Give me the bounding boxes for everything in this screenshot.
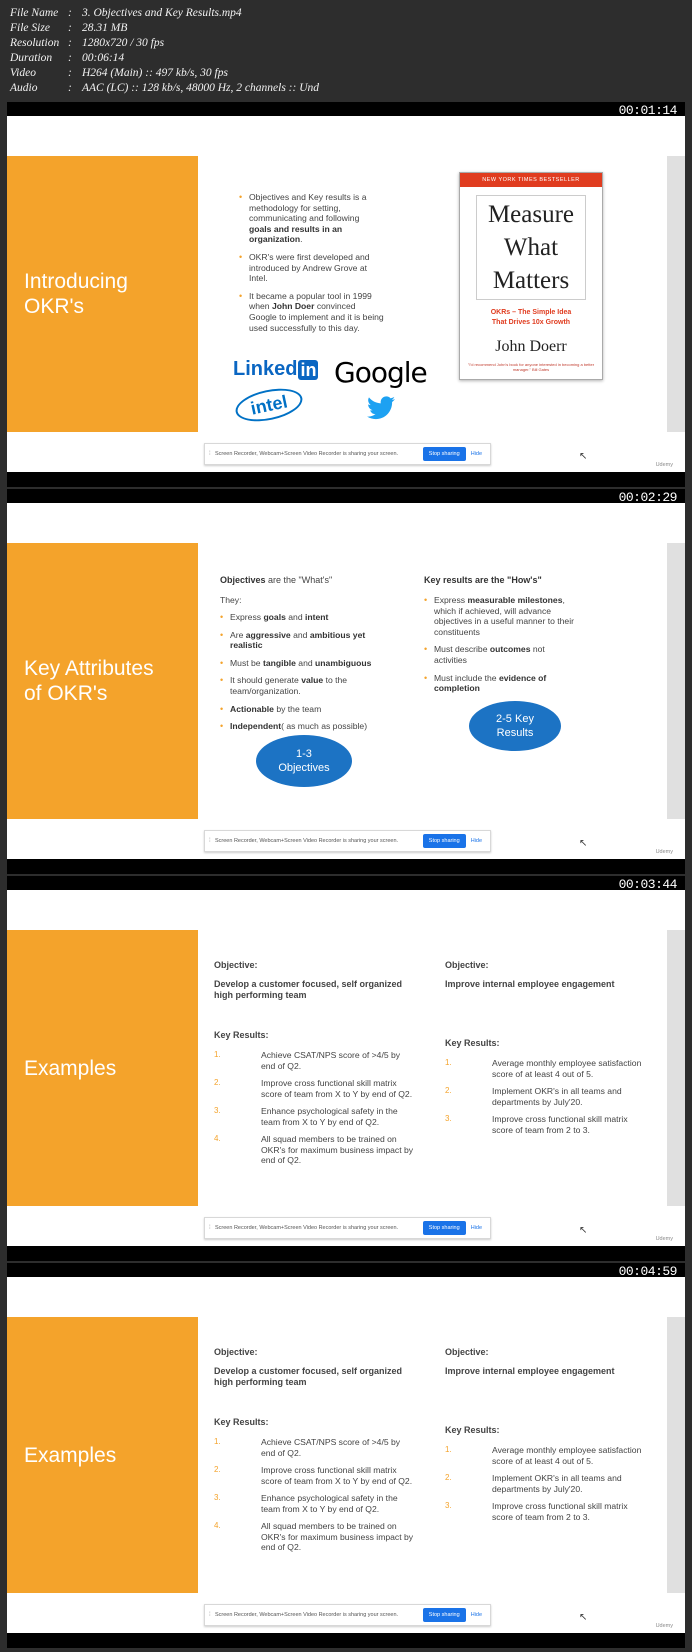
text: OKR's were first developed and introduced by Andrew Grove at Intel. — [249, 251, 370, 284]
text: Enhance psychological safety in the team from X to Y by end of Q2. — [261, 1106, 398, 1127]
file-info-value: 3. Objectives and Key Results.mp4 — [82, 7, 242, 19]
bullet-list — [239, 192, 384, 340]
ellipse-line: Results — [496, 727, 534, 739]
key-result-item — [445, 1086, 645, 1107]
linkedin-logo — [233, 358, 318, 381]
text: ( as much as possible) — [281, 721, 368, 732]
book-subtitle — [460, 308, 602, 328]
key-results-count-ellipse — [469, 701, 561, 751]
book-quote: "I'd recommend John's book for anyone interested in becoming a better manager." Bill Gates — [467, 362, 595, 372]
drag-handle-icon[interactable]: ⁞ — [209, 451, 211, 457]
bold-text: tangible — [262, 657, 296, 668]
slide — [7, 1277, 685, 1633]
intel-text: intel — [248, 390, 290, 419]
slide-title — [24, 156, 194, 432]
text: Express — [434, 595, 468, 605]
key-result-item — [445, 1058, 645, 1079]
title-line: Key Attributes — [24, 657, 154, 680]
side-strip — [667, 1317, 685, 1593]
bold-text: are the "How's" — [472, 575, 542, 585]
hide-button[interactable]: Hide — [470, 838, 482, 844]
item-number: 3. — [214, 1493, 221, 1502]
timestamp: 00:01:14 — [618, 103, 677, 118]
item-number: 3. — [445, 1114, 452, 1123]
item-number: 3. — [214, 1106, 221, 1115]
text: Improve cross functional skill matrix score of team from X to Y by end of Q2. — [261, 1465, 413, 1486]
text: Achieve CSAT/NPS score of >4/5 by end of Q2. — [261, 1437, 401, 1458]
slide-title: Examples — [24, 1056, 117, 1080]
screen-share-bar — [204, 830, 491, 852]
text: . — [300, 234, 303, 245]
key-results-label: Key Results: — [445, 1038, 500, 1048]
video-frame-2 — [7, 489, 685, 874]
subtitle-line: OKRs – The Simple Idea — [490, 309, 572, 316]
text: It should generate — [230, 675, 302, 686]
objectives-count-ellipse — [256, 735, 352, 787]
timestamp: 00:03:44 — [618, 877, 677, 892]
separator: : — [68, 82, 72, 94]
left-example — [214, 960, 414, 1173]
slide — [7, 503, 685, 859]
side-strip — [667, 543, 685, 819]
key-result-item — [214, 1437, 414, 1458]
bullet-item — [239, 252, 384, 284]
separator: : — [68, 37, 72, 49]
right-example — [445, 1347, 645, 1529]
item-number: 2. — [445, 1086, 452, 1095]
item-number: 1. — [445, 1445, 452, 1454]
file-info-key: Audio — [10, 82, 38, 94]
objective-label: Objective: — [214, 960, 258, 970]
key-results-column — [424, 575, 574, 701]
bold-text: measurable milestones — [467, 595, 563, 605]
stop-sharing-button[interactable]: Stop sharing — [423, 447, 466, 461]
text: not activities — [434, 644, 545, 665]
bold-text: Key results — [424, 575, 473, 585]
file-info-row — [10, 51, 319, 66]
file-info-key: Duration — [10, 52, 53, 64]
text: , which if achieved, will advance objectives in a useful manner to their constituents — [434, 595, 574, 637]
bold-text: John Doer — [271, 301, 315, 312]
text: to the team/organization. — [230, 675, 348, 696]
item-number: 4. — [214, 1521, 221, 1530]
file-info-row — [10, 66, 319, 81]
title-panel — [7, 1317, 198, 1593]
book-title-line: Measure — [487, 201, 575, 228]
stop-sharing-button[interactable]: Stop sharing — [423, 1608, 466, 1622]
key-result-item — [445, 1473, 645, 1494]
bullet-item — [220, 612, 395, 623]
they-label: They: — [220, 595, 242, 605]
intel-logo — [233, 383, 306, 426]
separator: : — [68, 52, 72, 64]
key-result-item — [445, 1501, 645, 1522]
stop-sharing-button[interactable]: Stop sharing — [423, 834, 466, 848]
item-number: 4. — [214, 1134, 221, 1143]
objective-text: Improve internal employee engagement — [445, 1366, 615, 1376]
bullet-item — [220, 721, 395, 732]
objectives-heading — [220, 575, 395, 585]
key-result-item — [214, 1134, 414, 1166]
text: Implement OKR's in all teams and departments by July'20. — [492, 1086, 622, 1107]
left-example — [214, 1347, 414, 1560]
stop-sharing-button[interactable]: Stop sharing — [423, 1221, 466, 1235]
objective-text: Improve internal employee engagement — [445, 979, 615, 989]
slide — [7, 890, 685, 1246]
bullet-item — [424, 595, 574, 637]
file-info-key: Video — [10, 67, 36, 79]
file-info-key: File Size — [10, 22, 50, 34]
hide-button[interactable]: Hide — [470, 1612, 482, 1618]
file-info-value: AAC (LC) :: 128 kb/s, 48000 Hz, 2 channels :: Und — [82, 82, 320, 94]
book-banner: NEW YORK TIMES BESTSELLER — [460, 173, 602, 187]
mouse-cursor-icon: ↖ — [579, 838, 588, 849]
screen-share-bar — [204, 1604, 491, 1626]
text: by the team — [273, 703, 322, 714]
text: All squad members to be trained on OKR's for maximum business impact by end of Q2. — [261, 1521, 414, 1552]
side-strip — [667, 930, 685, 1206]
text: convinced Google to implement and it is being used successfully to this day. — [249, 301, 384, 333]
file-info-value: H264 (Main) :: 497 kb/s, 30 fps — [82, 67, 228, 79]
linkedin-in-box: in — [300, 359, 317, 380]
ellipse-line: 1-3 — [296, 748, 312, 760]
separator: : — [68, 22, 72, 34]
file-info-row — [10, 6, 319, 21]
bullet-item — [239, 192, 384, 245]
objective-label: Objective: — [445, 960, 489, 970]
title-panel — [7, 156, 198, 432]
file-info-row — [10, 21, 319, 36]
text: Improve cross functional skill matrix score of team from X to Y by end of Q2. — [261, 1078, 413, 1099]
ellipse-line: 2-5 Key — [496, 713, 534, 725]
udemy-watermark: Udemy — [655, 849, 673, 855]
share-bar-text: Screen Recorder, Webcam+Screen Video Recorder is sharing your screen. — [215, 1612, 399, 1618]
bold-text: goals — [263, 612, 286, 622]
file-info-value: 00:06:14 — [82, 52, 125, 64]
item-number: 1. — [445, 1058, 452, 1067]
share-bar-text: Screen Recorder, Webcam+Screen Video Recorder is sharing your screen. — [215, 451, 399, 457]
file-info — [10, 6, 319, 96]
timestamp: 00:04:59 — [618, 1264, 677, 1279]
text: and — [290, 629, 310, 640]
item-number: 2. — [214, 1078, 221, 1087]
text: Are — [230, 629, 246, 640]
text: are the "What's" — [265, 575, 333, 585]
text: Improve cross functional skill matrix score of team from 2 to 3. — [492, 1114, 628, 1135]
file-info-value: 1280x720 / 30 fps — [82, 37, 165, 49]
share-bar-text: Screen Recorder, Webcam+Screen Video Recorder is sharing your screen. — [215, 1225, 399, 1231]
video-frame-3 — [7, 876, 685, 1261]
bold-text: intent — [305, 612, 329, 622]
mouse-cursor-icon: ↖ — [579, 1225, 588, 1236]
slide-title — [24, 543, 194, 819]
bold-text: yet realistic — [230, 629, 366, 651]
file-info-row — [10, 36, 319, 51]
bullet-item — [220, 630, 395, 651]
screen-share-bar — [204, 1217, 491, 1239]
file-info-row — [10, 81, 319, 96]
title-line: Introducing — [24, 270, 128, 293]
slide — [7, 116, 685, 472]
title-line: of OKR's — [24, 682, 108, 705]
twitter-bird-icon — [367, 396, 395, 425]
mouse-cursor-icon: ↖ — [579, 1612, 588, 1623]
bold-text: Objectives — [220, 575, 266, 585]
item-number: 2. — [445, 1473, 452, 1482]
objective-text: Develop a customer focused, self organized high performing team — [214, 979, 403, 1000]
bold-text: Actionable — [230, 703, 274, 714]
key-result-item — [445, 1445, 645, 1466]
text: and — [295, 657, 316, 668]
bullet-item — [220, 658, 395, 669]
udemy-watermark: Udemy — [655, 1236, 673, 1242]
separator: : — [68, 7, 72, 19]
book-title-line: Matters — [492, 267, 570, 294]
title-line: OKR's — [24, 295, 85, 318]
file-info-key: Resolution — [10, 37, 60, 49]
book-title-line: What — [503, 234, 559, 261]
share-bar-text: Screen Recorder, Webcam+Screen Video Recorder is sharing your screen. — [215, 838, 399, 844]
item-number: 1. — [214, 1437, 221, 1446]
screen-share-bar — [204, 443, 491, 465]
subtitle-line: That Drives 10x Growth — [491, 319, 571, 326]
google-logo: Google — [334, 356, 427, 389]
key-results-label: Key Results: — [214, 1030, 269, 1040]
book-author: John Doerr — [495, 338, 567, 355]
bullet-item — [220, 704, 395, 715]
book-cover — [459, 172, 603, 380]
file-info-key: File Name — [10, 7, 59, 19]
hide-button[interactable]: Hide — [470, 451, 482, 457]
title-panel — [7, 543, 198, 819]
bullet-item — [239, 291, 384, 333]
ellipse-line: Objectives — [278, 762, 330, 774]
text: Must be — [230, 657, 263, 668]
slide-title: Examples — [24, 1443, 117, 1467]
bullet-item — [220, 675, 395, 696]
objectives-column — [220, 575, 395, 739]
item-number: 3. — [445, 1501, 452, 1510]
text: Implement OKR's in all teams and departments by July'20. — [492, 1473, 622, 1494]
drag-handle-icon[interactable]: ⁞ — [209, 1225, 211, 1231]
book-title-box — [476, 195, 586, 300]
mouse-cursor-icon: ↖ — [579, 451, 588, 462]
right-example — [445, 960, 645, 1142]
bold-text: evidence of completion — [434, 672, 547, 694]
key-result-item — [214, 1521, 414, 1553]
text: All squad members to be trained on OKR's for maximum business impact by end of Q2. — [261, 1134, 414, 1165]
key-results-heading — [424, 575, 574, 585]
bold-text: ambitious — [309, 629, 351, 640]
video-frame-1 — [7, 102, 685, 487]
file-info-value: 28.31 MB — [82, 22, 128, 34]
key-results-label: Key Results: — [445, 1425, 500, 1435]
key-results-label: Key Results: — [214, 1417, 269, 1427]
title-panel — [7, 930, 198, 1206]
text: Enhance psychological safety in the team from X to Y by end of Q2. — [261, 1493, 398, 1514]
key-result-item — [214, 1106, 414, 1127]
bold-text: goals and results in an organization — [249, 223, 343, 245]
bold-text: aggressive — [245, 629, 291, 640]
drag-handle-icon[interactable]: ⁞ — [209, 838, 211, 844]
text: Must describe — [434, 644, 490, 655]
udemy-watermark: Udemy — [655, 1623, 673, 1629]
key-result-item — [445, 1114, 645, 1135]
timestamp: 00:02:29 — [618, 490, 677, 505]
text: Achieve CSAT/NPS score of >4/5 by end of Q2. — [261, 1050, 401, 1071]
item-number: 1. — [214, 1050, 221, 1059]
item-number: 2. — [214, 1465, 221, 1474]
objective-label: Objective: — [214, 1347, 258, 1357]
side-strip — [667, 156, 685, 432]
text: Improve cross functional skill matrix score of team from 2 to 3. — [492, 1501, 628, 1522]
text: It became a popular tool in 1999 when — [249, 290, 372, 312]
text: Average monthly employee satisfaction score of at least 4 out of 5. — [492, 1445, 642, 1466]
text: Must include the — [434, 672, 499, 683]
text: and — [285, 612, 306, 622]
bullet-item — [424, 673, 574, 694]
key-result-item — [214, 1465, 414, 1486]
key-result-item — [214, 1050, 414, 1071]
key-result-item — [214, 1078, 414, 1099]
video-frame-4 — [7, 1263, 685, 1648]
bold-text: outcomes — [489, 644, 531, 655]
hide-button[interactable]: Hide — [470, 1225, 482, 1231]
bold-text: unambiguous — [315, 657, 372, 668]
text: Express — [230, 612, 264, 622]
bold-text: value — [301, 675, 324, 686]
objective-label: Objective: — [445, 1347, 489, 1357]
bullet-item — [424, 644, 574, 665]
objective-text: Develop a customer focused, self organized high performing team — [214, 1366, 403, 1387]
key-result-item — [214, 1493, 414, 1514]
linkedin-text: Linked — [233, 358, 298, 380]
text: Average monthly employee satisfaction score of at least 4 out of 5. — [492, 1058, 642, 1079]
bold-text: Independent — [230, 721, 282, 732]
udemy-watermark: Udemy — [655, 462, 673, 468]
drag-handle-icon[interactable]: ⁞ — [209, 1612, 211, 1618]
separator: : — [68, 67, 72, 79]
text: Objectives and Key results is a methodology for setting, communicating and following — [249, 192, 367, 224]
